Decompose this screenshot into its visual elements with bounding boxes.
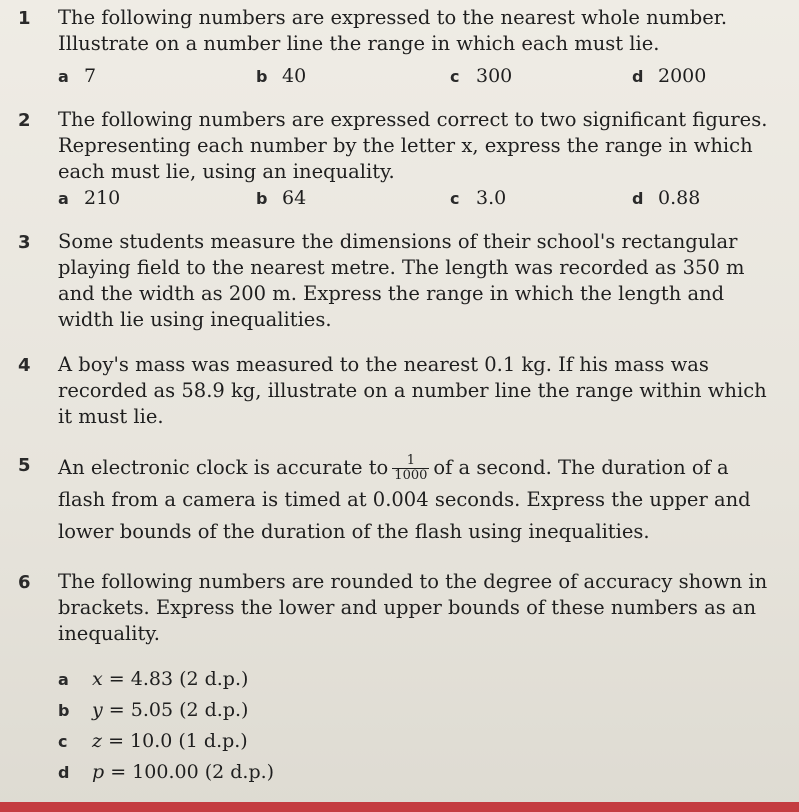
part-value: 300 — [476, 65, 513, 87]
question-number: 1 — [18, 8, 31, 29]
part-a — [58, 668, 248, 690]
part-label: d — [58, 763, 70, 782]
part-c — [450, 65, 512, 87]
part-c — [450, 187, 506, 209]
part-value: 64 — [282, 187, 307, 209]
question-text: The following numbers are rounded to the degree of accuracy shown in brackets. Express the lower and upper bounds of these numbers as an inequality. — [58, 570, 768, 645]
fraction — [392, 454, 429, 483]
part-expression: = 4.83 (2 d.p.) — [108, 668, 249, 690]
part-b — [256, 187, 306, 209]
part-label: a — [58, 189, 69, 208]
part-label: b — [256, 189, 268, 208]
question-text — [58, 452, 778, 548]
variable: z — [92, 730, 103, 752]
part-value: 0.88 — [658, 187, 701, 209]
page-bottom-band — [0, 802, 799, 812]
variable: x — [92, 668, 103, 690]
question-1-parts — [58, 65, 799, 91]
question-text: Some students measure the dimensions of their school's rectangular playing field to the nearest metre. The length was recorded as 350 m and the width as 200 m. Express the range in which the length and width lie using inequalities. — [58, 230, 745, 331]
part-value: 210 — [84, 187, 121, 209]
part-label: d — [632, 67, 644, 86]
part-c — [58, 730, 248, 752]
question-text-before: An electronic clock is accurate to — [58, 456, 389, 479]
part-expression: = 5.05 (2 d.p.) — [108, 699, 249, 721]
part-b — [256, 65, 306, 87]
part-value: 7 — [84, 65, 97, 87]
part-value: 3.0 — [476, 187, 507, 209]
question-number: 5 — [18, 455, 31, 476]
part-value: 40 — [282, 65, 307, 87]
part-a — [58, 187, 120, 209]
part-expression: = 100.00 (2 d.p.) — [110, 761, 275, 783]
question-2-parts — [58, 187, 799, 213]
part-a — [58, 65, 96, 87]
question-number: 4 — [18, 355, 31, 376]
question-number: 6 — [18, 572, 31, 593]
part-label: c — [450, 189, 460, 208]
part-d — [632, 65, 706, 87]
question-text: The following numbers are expressed to the nearest whole number. Illustrate on a number line the range in which each must lie. — [58, 6, 728, 55]
part-label: a — [58, 67, 69, 86]
variable: p — [92, 761, 105, 783]
part-b — [58, 699, 248, 721]
part-expression: = 10.0 (1 d.p.) — [108, 730, 248, 752]
part-label: b — [58, 701, 70, 720]
part-d — [632, 187, 700, 209]
question-text: A boy's mass was measured to the nearest 0.1 kg. If his mass was recorded as 58.9 kg, illustrate on a number line the range within which it must lie. — [58, 353, 767, 428]
fraction-denominator: 1000 — [394, 468, 428, 483]
part-d — [58, 761, 274, 783]
question-number: 2 — [18, 110, 31, 131]
part-value: 2000 — [658, 65, 707, 87]
part-label: c — [58, 732, 68, 751]
variable: y — [92, 699, 103, 721]
question-number: 3 — [18, 232, 31, 253]
question-text: The following numbers are expressed correct to two significant figures. Representing each number by the letter x, express the range in which each must lie, using an inequality. — [58, 108, 768, 183]
part-label: a — [58, 670, 69, 689]
fraction-numerator: 1 — [392, 454, 429, 469]
question-text-after: of a second. The duration of a flash from a camera is timed at 0.004 seconds. Express the upper and lower bounds of the duration of the flash using inequalities. — [58, 456, 751, 543]
part-label: c — [450, 67, 460, 86]
part-label: b — [256, 67, 268, 86]
part-label: d — [632, 189, 644, 208]
